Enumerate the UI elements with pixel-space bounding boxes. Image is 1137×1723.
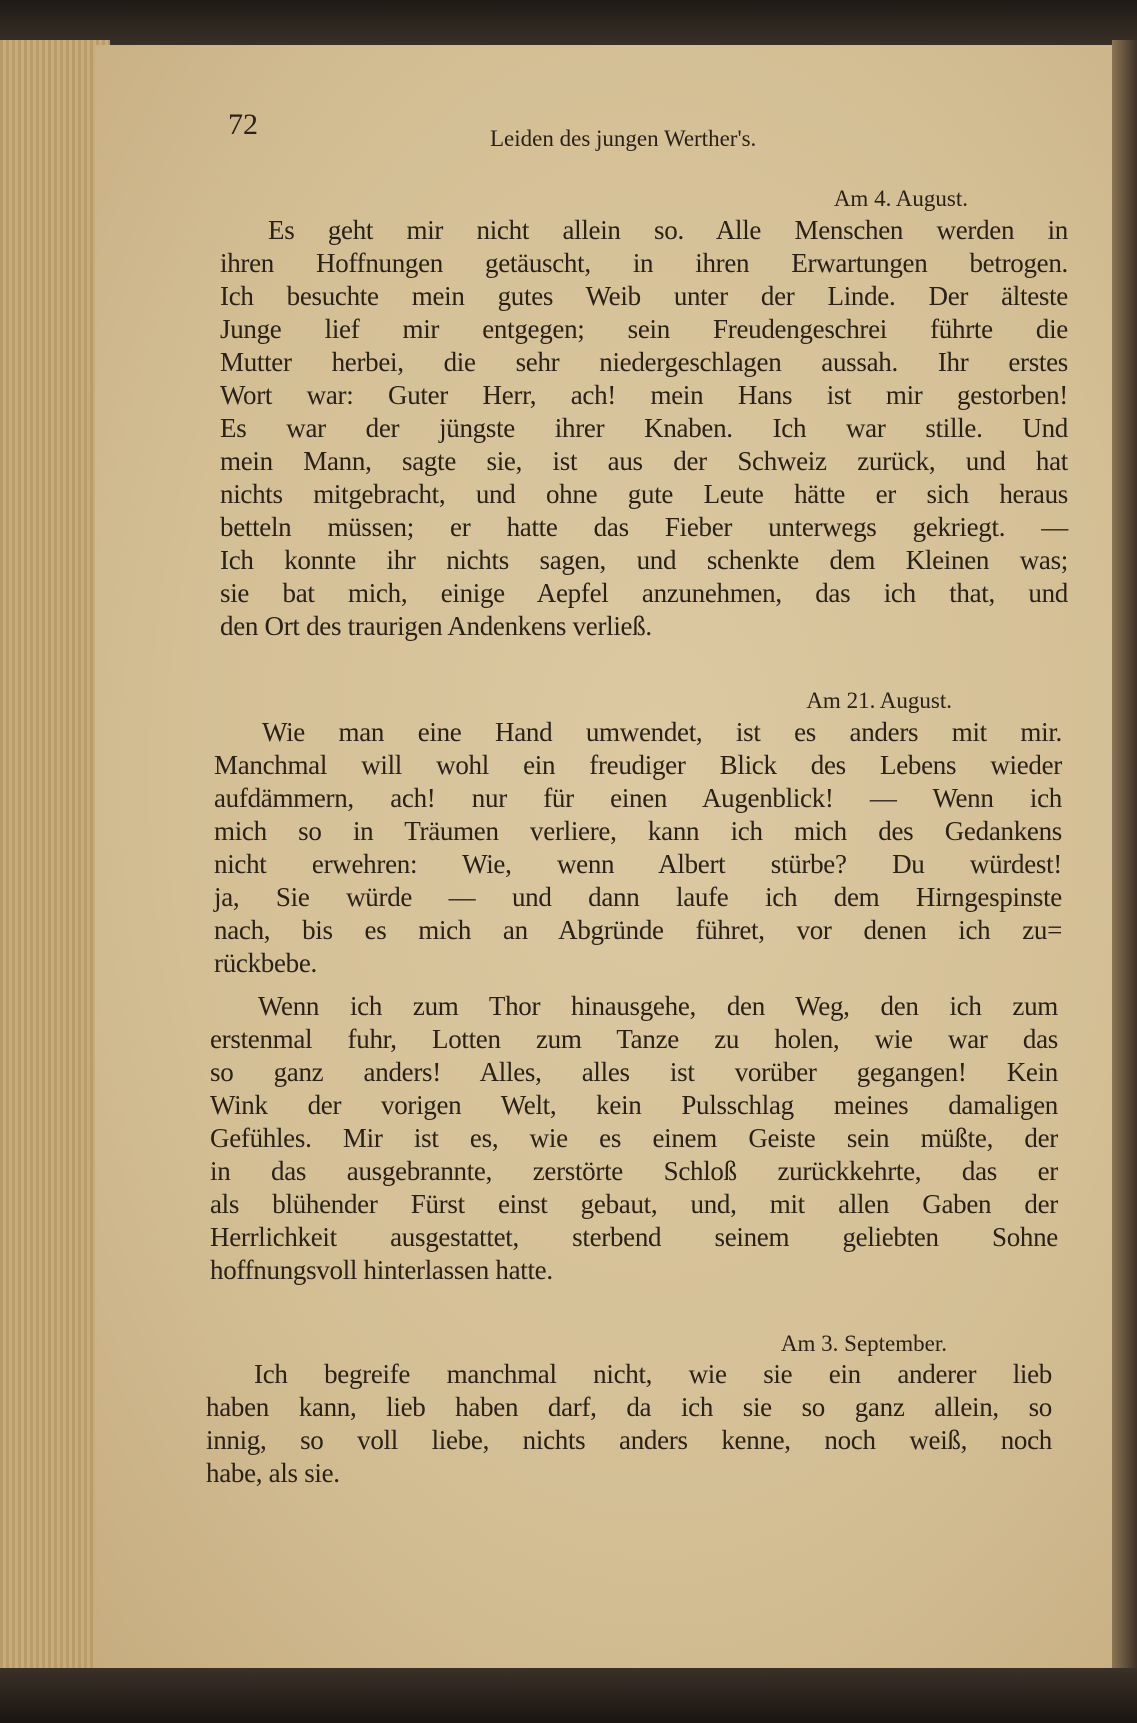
text-line: Wort war: Guter Herr, ach! mein Hans ist mir gestorben!: [220, 380, 1068, 410]
text-line: als blühender Fürst einst gebaut, und, mit allen Gaben der: [210, 1189, 1058, 1219]
text-line: sie bat mich, einige Aepfel anzunehmen, das ich that, und: [220, 578, 1068, 608]
paragraph: [220, 214, 1068, 643]
text-line: Ich besuchte mein gutes Weib unter der Linde. Der älteste: [220, 281, 1068, 311]
entry-date: Am 3. September.: [780, 1331, 947, 1356]
text-line: Es war der jüngste ihrer Knaben. Ich war stille. Und: [220, 413, 1068, 443]
text-line: aufdämmern, ach! nur für einen Augenblick! — Wenn ich: [214, 783, 1062, 813]
text-line: ihren Hoffnungen getäuscht, in ihren Erwartungen betrogen.: [220, 248, 1068, 278]
text-line: Gefühles. Mir ist es, wie es einem Geiste sein müßte, der: [210, 1123, 1058, 1153]
text-line: den Ort des traurigen Andenkens verließ.: [220, 611, 652, 641]
scan-bottom-border: [0, 1668, 1137, 1723]
text-line: Manchmal will wohl ein freudiger Blick des Lebens wieder: [214, 750, 1062, 780]
text-line: ja, Sie würde — und dann laufe ich dem Hirngespinste: [214, 882, 1062, 912]
text-line: so ganz anders! Alles, alles ist vorüber gegangen! Kein: [210, 1057, 1058, 1087]
text-line: Wie man eine Hand umwendet, ist es anders mit mir.: [262, 717, 1062, 747]
text-line: mein Mann, sagte sie, ist aus der Schweiz zurück, und hat: [220, 446, 1068, 476]
paragraph: [214, 716, 1062, 980]
page-stack-edge: [0, 40, 110, 1680]
text-line: habe, als sie.: [206, 1458, 340, 1488]
text-line: erstenmal fuhr, Lotten zum Tanze zu holen, wie war das: [210, 1024, 1058, 1054]
page-number: 72: [228, 108, 258, 141]
paragraph: [206, 1358, 1052, 1490]
text-line: haben kann, lieb haben darf, da ich sie so ganz allein, so: [206, 1392, 1052, 1422]
text-line: betteln müssen; er hatte das Fieber unterwegs gekriegt. —: [220, 512, 1068, 542]
scan-right-border: [1112, 40, 1137, 1690]
text-line: Wenn ich zum Thor hinausgehe, den Weg, den ich zum: [258, 991, 1058, 1021]
text-line: Herrlichkeit ausgestattet, sterbend seinem geliebten Sohne: [210, 1222, 1058, 1252]
text-line: Junge lief mir entgegen; sein Freudengeschrei führte die: [220, 314, 1068, 344]
text-line: rückbebe.: [214, 948, 317, 978]
text-line: mich so in Träumen verliere, kann ich mich des Gedankens: [214, 816, 1062, 846]
text-line: Ich konnte ihr nichts sagen, und schenkte dem Kleinen was;: [220, 545, 1068, 575]
text-line: Ich begreife manchmal nicht, wie sie ein anderer lieb: [254, 1359, 1052, 1389]
entry-date: Am 4. August.: [833, 186, 968, 211]
text-line: innig, so voll liebe, nichts anders kenne, noch weiß, noch: [206, 1425, 1052, 1455]
text-line: Mutter herbei, die sehr niedergeschlagen aussah. Ihr erstes: [220, 347, 1068, 377]
text-line: hoffnungsvoll hinterlassen hatte.: [210, 1255, 553, 1285]
text-line: Es geht mir nicht allein so. Alle Menschen werden in: [268, 215, 1068, 245]
scan-top-border: [0, 0, 1137, 48]
paragraph: [210, 990, 1058, 1287]
text-line: in das ausgebrannte, zerstörte Schloß zurückkehrte, das er: [210, 1156, 1058, 1186]
text-line: nach, bis es mich an Abgründe führet, vor denen ich zu=: [214, 915, 1062, 945]
running-title: Leiden des jungen Werther's.: [490, 126, 757, 151]
entry-date: Am 21. August.: [806, 688, 952, 713]
text-line: nicht erwehren: Wie, wenn Albert stürbe? Du würdest!: [214, 849, 1062, 879]
text-line: nichts mitgebracht, und ohne gute Leute hätte er sich heraus: [220, 479, 1068, 509]
text-line: Wink der vorigen Welt, kein Pulsschlag meines damaligen: [210, 1090, 1058, 1120]
